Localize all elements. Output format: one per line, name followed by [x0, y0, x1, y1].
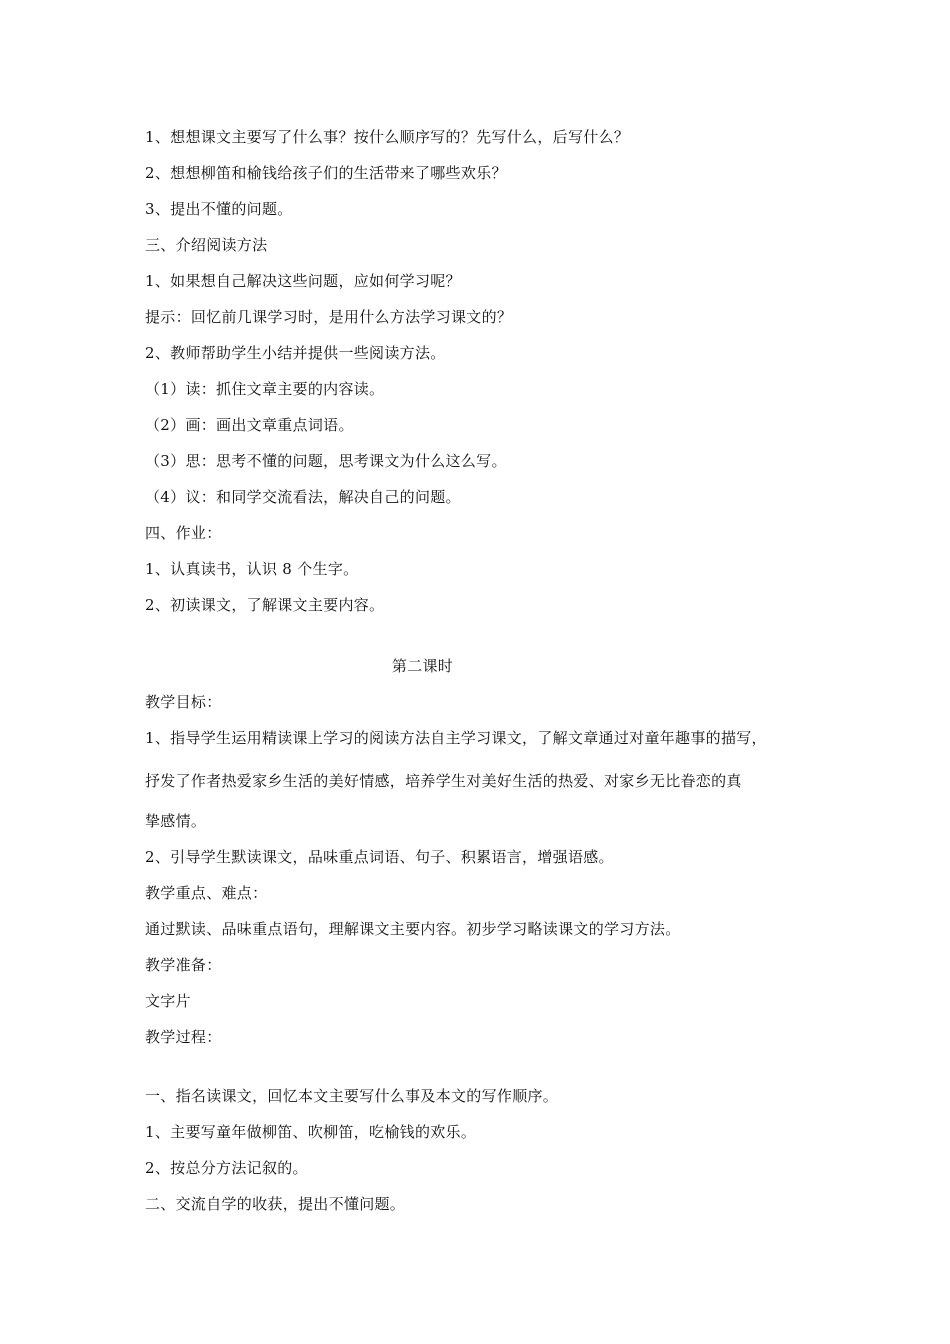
text-line: 提示：回忆前几课学习时，是用什么方法学习课文的？	[145, 308, 513, 326]
text-line: （2）画：画出文章重点词语。	[145, 416, 354, 434]
text-line: 2、想想柳笛和榆钱给孩子们的生活带来了哪些欢乐？	[145, 164, 507, 182]
lesson-title: 第二课时	[391, 657, 454, 675]
section-heading: 教学准备：	[145, 956, 222, 974]
section-heading: 三、介绍阅读方法	[145, 236, 268, 254]
text-line: 2、教师帮助学生小结并提供一些阅读方法。	[145, 344, 446, 362]
text-line: 2、初读课文，了解课文主要内容。	[145, 596, 385, 614]
text-line: 通过默读、品味重点语句，理解课文主要内容。初步学习略读课文的学习方法。	[145, 920, 681, 938]
text-line: （4）议：和同学交流看法，解决自己的问题。	[145, 488, 461, 506]
text-line: 2、引导学生默读课文，品味重点词语、句子、积累语言，增强语感。	[145, 848, 614, 866]
text-line: （1）读：抓住文章主要的内容读。	[145, 380, 385, 398]
text-line: 1、想想课文主要写了什么事？按什么顺序写的？先写什么，后写什么？	[145, 128, 630, 146]
text-line: 文字片	[145, 992, 191, 1010]
text-line: 1、主要写童年做柳笛、吹柳笛，吃榆钱的欢乐。	[145, 1123, 477, 1141]
section-heading: 四、作业：	[145, 524, 222, 542]
text-line: 3、提出不懂的问题。	[145, 200, 293, 218]
text-line: 1、如果想自己解决这些问题，应如何学习呢？	[145, 272, 461, 290]
text-line: 2、按总分方法记叙的。	[145, 1159, 308, 1177]
text-line: 1、认真读书，认识 8 个生字。	[145, 560, 359, 578]
text-line: 抒发了作者热爱家乡生活的美好情感，培养学生对美好生活的热爱、对家乡无比眷恋的真	[145, 772, 742, 790]
section-heading: 教学过程：	[145, 1028, 222, 1046]
section-heading: 教学重点、难点：	[145, 884, 268, 902]
text-line: 挚感情。	[145, 812, 207, 830]
section-heading: 二、交流自学的收获，提出不懂问题。	[145, 1195, 406, 1213]
section-heading: 教学目标：	[145, 693, 222, 711]
text-line: 1、指导学生运用精读课上学习的阅读方法自主学习课文，了解文章通过对童年趣事的描写，	[145, 729, 767, 747]
text-line: （3）思：思考不懂的问题，思考课文为什么这么写。	[145, 452, 507, 470]
section-heading: 一、指名读课文，回忆本文主要写什么事及本文的写作顺序。	[145, 1087, 559, 1105]
